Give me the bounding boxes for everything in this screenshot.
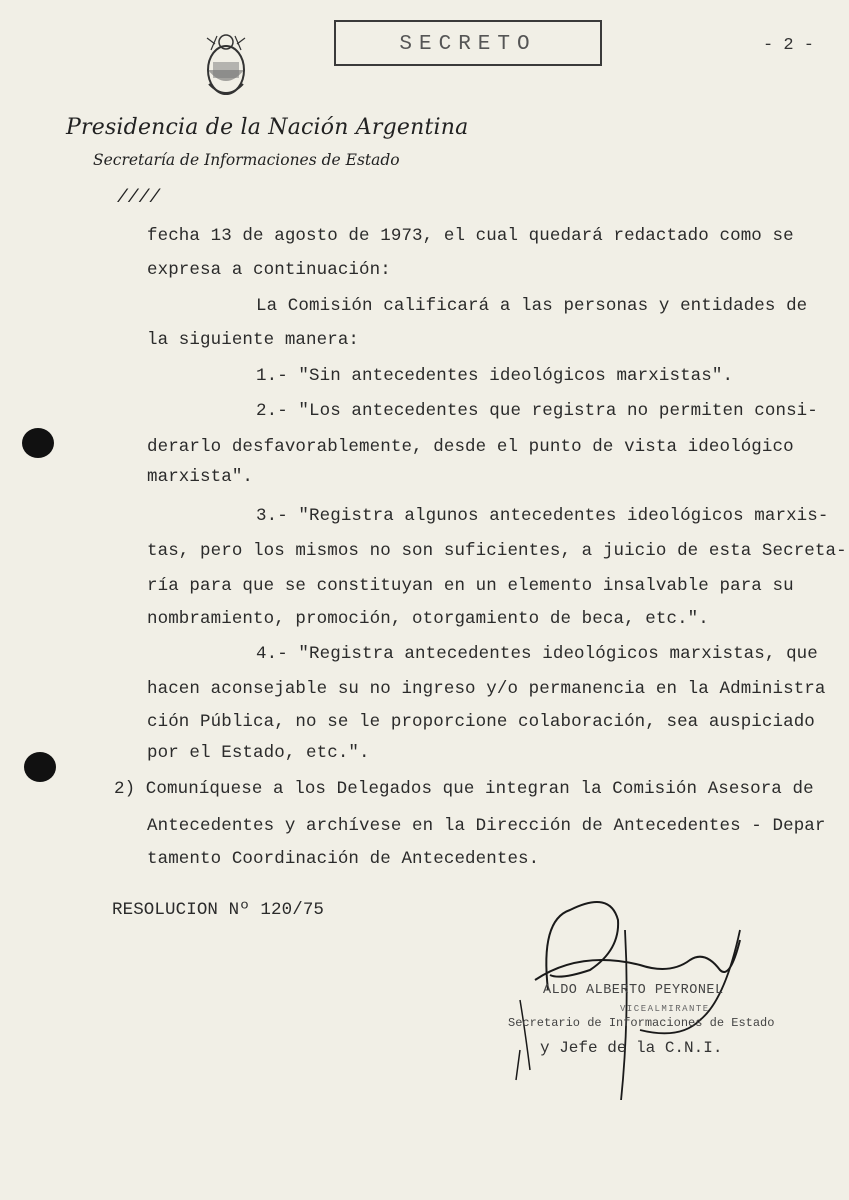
signatory-role: y Jefe de la C.N.I.	[540, 1039, 723, 1057]
coat-of-arms-icon	[203, 30, 249, 102]
signatory-rank: VICEALMIRANTE	[620, 1004, 710, 1014]
resolution-number: RESOLUCION Nº 120/75	[112, 900, 325, 920]
body-line: Antecedentes y archívese en la Dirección de Antecedentes - Depar	[147, 816, 826, 836]
body-line: La Comisión calificará a las personas y entidades de	[256, 296, 808, 316]
list-item: 4.- "Registra antecedentes ideológicos marxistas, que	[256, 644, 818, 664]
signatory-name: ALDO ALBERTO PEYRONEL	[543, 983, 724, 998]
punch-hole	[22, 428, 54, 458]
body-line: tas, pero los mismos no son suficientes, a juicio de esta Secreta-	[147, 541, 847, 561]
list-item: 2.- "Los antecedentes que registra no permiten consi-	[256, 401, 818, 421]
punch-hole	[24, 752, 56, 782]
letterhead-secretariat: Secretaría de Informaciones de Estado	[93, 151, 400, 169]
list-item: 1.- "Sin antecedentes ideológicos marxistas".	[256, 366, 734, 386]
list-item: 3.- "Registra algunos antecedentes ideológicos marxis-	[256, 506, 829, 526]
body-line: nombramiento, promoción, otorgamiento de beca, etc.".	[147, 609, 709, 629]
body-line: la siguiente manera:	[147, 330, 360, 350]
body-line: por el Estado, etc.".	[147, 743, 370, 763]
body-line: marxista".	[147, 467, 254, 487]
continuation-mark: ////	[117, 188, 161, 208]
body-line: hacen aconsejable su no ingreso y/o permanencia en la Administra	[147, 679, 826, 699]
signatory-title: Secretario de Informaciones de Estado	[508, 1016, 775, 1030]
page-number: - 2 -	[763, 36, 815, 55]
body-line: ción Pública, no se le proporcione colaboración, sea auspiciado	[147, 712, 815, 732]
body-line: 2) Comuníquese a los Delegados que integran la Comisión Asesora de	[114, 779, 814, 799]
letterhead-presidency: Presidencia de la Nación Argentina	[66, 115, 469, 140]
body-line: fecha 13 de agosto de 1973, el cual quedará redactado como se	[147, 226, 794, 246]
body-line: ría para que se constituyan en un elemento insalvable para su	[147, 576, 794, 596]
body-line: tamento Coordinación de Antecedentes.	[147, 849, 540, 869]
classification-stamp	[334, 20, 602, 66]
body-line: expresa a continuación:	[147, 260, 391, 280]
classification-label: SECRETO	[399, 33, 537, 56]
body-line: derarlo desfavorablemente, desde el punto de vista ideológico	[147, 437, 794, 457]
